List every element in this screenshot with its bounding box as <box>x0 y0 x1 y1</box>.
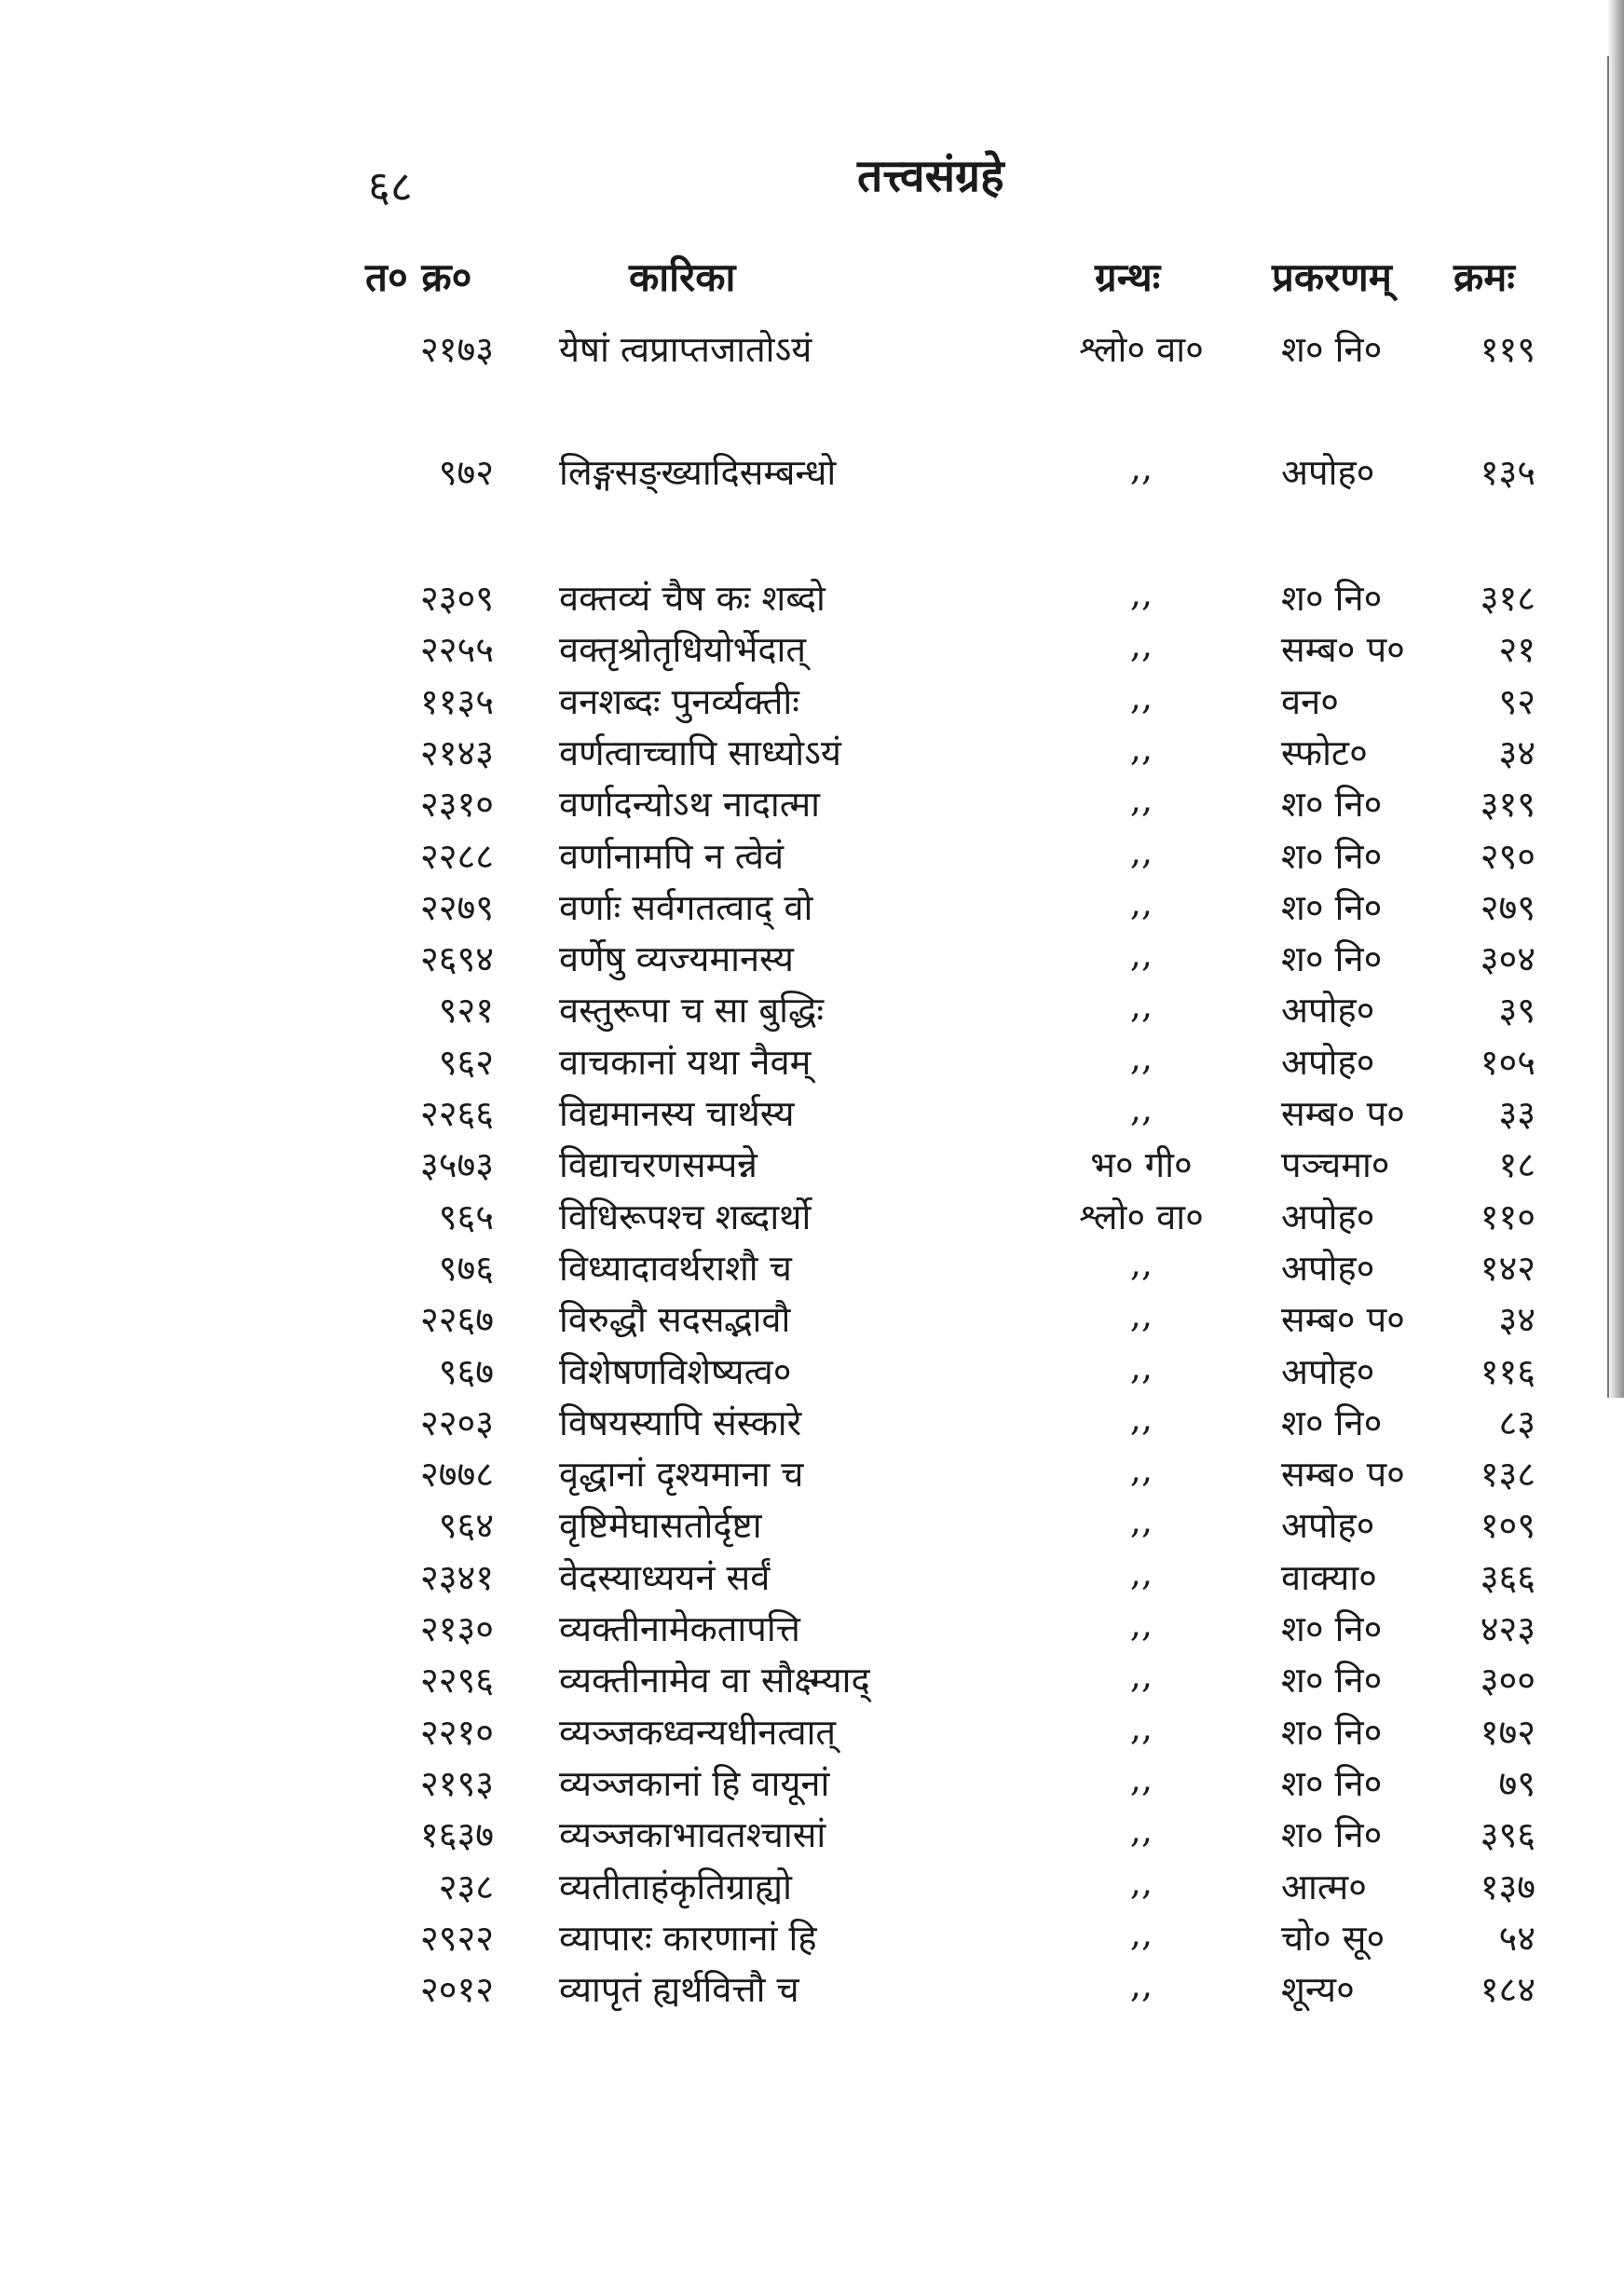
row-serial: २२८८ <box>419 835 494 877</box>
row-krama: १७२ <box>1480 1711 1535 1753</box>
header-serial: त० क्र० <box>365 254 472 300</box>
table-row <box>0 1347 1624 1401</box>
row-prakarana: वन० <box>1281 680 1339 722</box>
row-krama: ३९ <box>1498 990 1535 1032</box>
row-serial: २९२२ <box>419 1917 494 1959</box>
row-karika: विध्यादावर्थराशौ च <box>559 1247 792 1289</box>
row-grantha: ,, <box>1129 779 1153 821</box>
row-grantha: ,, <box>1129 1861 1153 1903</box>
row-serial: २१९३ <box>419 1762 494 1804</box>
row-prakarana: श० नि० <box>1281 1711 1383 1753</box>
row-prakarana: श० नि० <box>1281 784 1383 826</box>
row-krama: १०९ <box>1480 1505 1535 1547</box>
row-grantha: ,, <box>1129 1655 1153 1697</box>
row-karika: वृद्धानां दृश्यमाना च <box>559 1454 804 1496</box>
table-row <box>0 1862 1624 1916</box>
row-prakarana: श० नि० <box>1281 329 1383 370</box>
row-prakarana: श० नि० <box>1281 1762 1383 1804</box>
row-grantha: ,, <box>1129 1449 1153 1491</box>
row-krama: २९० <box>1480 835 1535 877</box>
row-grantha: ,, <box>1129 1604 1153 1645</box>
row-karika: व्यञ्जकानां हि वायूनां <box>559 1762 830 1804</box>
row-karika: विशेषणविशेष्यत्व० <box>559 1350 792 1392</box>
row-krama: ३९६ <box>1480 1814 1535 1856</box>
row-serial: २३८ <box>438 1866 494 1907</box>
table-row <box>0 1552 1624 1606</box>
row-prakarana: शून्य० <box>1281 1969 1355 2011</box>
table-row <box>0 831 1624 885</box>
row-karika: विषयस्यापि संस्कारे <box>559 1401 802 1443</box>
row-karika: व्यतीताहंकृतिग्राह्यो <box>559 1866 792 1907</box>
row-prakarana: अपोह० <box>1281 1196 1375 1237</box>
row-serial: ९७६ <box>438 1247 494 1289</box>
row-prakarana: श० नि० <box>1281 1814 1383 1856</box>
row-prakarana: श० नि० <box>1281 886 1383 928</box>
row-krama: ३३ <box>1498 1093 1535 1134</box>
row-prakarana: चो० सू० <box>1281 1917 1385 1959</box>
row-serial: ९६५ <box>438 1196 494 1237</box>
row-prakarana: श० नि० <box>1281 835 1383 877</box>
row-grantha: ,, <box>1129 1500 1153 1542</box>
row-grantha: ,, <box>1129 1912 1153 1954</box>
row-grantha: ,, <box>1129 1810 1153 1852</box>
row-krama: ११९ <box>1480 329 1535 370</box>
table-row <box>0 1655 1624 1709</box>
row-krama: ३४ <box>1498 1299 1535 1341</box>
page-number: ६८ <box>368 161 413 212</box>
table-row <box>0 882 1624 936</box>
row-prakarana: अपोह० <box>1281 990 1375 1032</box>
row-grantha: ,, <box>1129 1552 1153 1593</box>
table-row <box>0 1140 1624 1194</box>
row-serial: २२६७ <box>419 1299 494 1341</box>
row-grantha: ,, <box>1129 1706 1153 1748</box>
row-karika: विरुद्धौ सदसद्भावौ <box>559 1299 791 1341</box>
row-krama: १३७ <box>1480 1866 1535 1907</box>
row-krama: १८ <box>1498 1144 1535 1186</box>
row-grantha: ,, <box>1129 676 1153 718</box>
table-row <box>0 624 1624 678</box>
row-serial: २२१० <box>419 1711 494 1753</box>
row-grantha: भ० गी० <box>1090 1144 1193 1186</box>
table-row <box>0 677 1624 731</box>
row-karika: व्यक्तीनामेव वा सौक्ष्म्याद् <box>559 1660 870 1702</box>
row-prakarana: अपोह० <box>1281 452 1375 493</box>
row-karika: वर्णाः सर्वगतत्वाद् वो <box>559 886 813 928</box>
row-karika: वक्तृश्रोतृधियोर्भेदात् <box>559 629 807 671</box>
row-grantha: ,, <box>1129 1088 1153 1129</box>
row-grantha: ,, <box>1129 1397 1153 1439</box>
row-karika: व्यक्तीनामेकतापत्ति <box>559 1608 800 1649</box>
table-row <box>0 779 1624 833</box>
table-row <box>0 1500 1624 1554</box>
row-prakarana: श० नि० <box>1281 578 1383 619</box>
row-serial: ९७२ <box>438 452 494 493</box>
row-karika: वर्णादन्योऽथ नादात्मा <box>559 784 821 826</box>
table-row <box>0 1810 1624 1864</box>
row-serial: ९६७ <box>438 1350 494 1392</box>
row-prakarana: आत्म० <box>1281 1866 1367 1907</box>
table-row <box>0 1294 1624 1348</box>
row-karika: व्यञ्जकध्वन्यधीनत्वात् <box>559 1711 837 1753</box>
row-krama: १३८ <box>1480 1454 1535 1496</box>
row-prakarana: अपोह० <box>1281 1041 1375 1083</box>
table-row <box>0 1398 1624 1452</box>
table-row <box>0 934 1624 988</box>
row-grantha: ,, <box>1129 1964 1153 2006</box>
row-krama: ३६६ <box>1480 1556 1535 1598</box>
row-serial: २०१२ <box>419 1969 494 2011</box>
row-karika: वेदस्याध्ययनं सर्वं <box>559 1556 771 1598</box>
row-krama: १८४ <box>1480 1969 1535 2011</box>
row-karika: वर्णत्वाच्चापि साध्योऽयं <box>559 731 841 773</box>
row-serial: २६९४ <box>419 938 494 980</box>
row-grantha: ,, <box>1129 1346 1153 1388</box>
row-grantha: ,, <box>1129 985 1153 1027</box>
row-krama: ३४ <box>1498 731 1535 773</box>
table-row <box>0 447 1624 501</box>
row-grantha: श्लो० वा० <box>1079 1196 1204 1237</box>
row-grantha: ,, <box>1129 882 1153 923</box>
row-krama: २७९ <box>1480 886 1535 928</box>
header-krama: क्रमः <box>1453 254 1515 300</box>
row-krama: ९२ <box>1498 680 1535 722</box>
row-krama: १०५ <box>1480 1041 1535 1083</box>
row-serial: २३०९ <box>419 578 494 619</box>
row-serial: १६३७ <box>419 1814 494 1856</box>
row-serial: ९२१ <box>438 990 494 1032</box>
row-grantha: ,, <box>1129 1757 1153 1799</box>
row-krama: ८३ <box>1498 1401 1535 1443</box>
row-karika: वस्तुरूपा च सा बुद्धिः <box>559 990 824 1032</box>
row-krama: १४२ <box>1480 1247 1535 1289</box>
row-grantha: ,, <box>1129 1036 1153 1078</box>
row-serial: २७७८ <box>419 1454 494 1496</box>
row-grantha: ,, <box>1129 1242 1153 1284</box>
row-karika: वर्णेषु व्यज्यमानस्य <box>559 938 794 980</box>
table-row <box>0 1037 1624 1091</box>
header-prakarana: प्रकरणम् <box>1272 254 1392 300</box>
row-karika: विद्यमानस्य चार्थस्य <box>559 1093 795 1134</box>
row-grantha: ,, <box>1129 830 1153 872</box>
table-row <box>0 728 1624 782</box>
row-serial: २३४१ <box>419 1556 494 1598</box>
row-serial: २३१० <box>419 784 494 826</box>
table-row <box>0 324 1624 378</box>
row-prakarana: सम्ब० प० <box>1281 629 1405 671</box>
header-karika: कारिका <box>629 254 736 300</box>
row-serial: ९६४ <box>438 1505 494 1547</box>
row-krama: ३१८ <box>1480 578 1535 619</box>
row-grantha: ,, <box>1129 727 1153 769</box>
row-krama: ३०४ <box>1480 938 1535 980</box>
table-row <box>0 1604 1624 1658</box>
row-krama: २१ <box>1498 629 1535 671</box>
table-row <box>0 573 1624 627</box>
row-grantha: ,, <box>1129 934 1153 976</box>
row-serial: २२५५ <box>419 629 494 671</box>
row-prakarana: स्फोट० <box>1281 731 1368 773</box>
row-prakarana: अपोह० <box>1281 1350 1375 1392</box>
table-row <box>0 1707 1624 1761</box>
row-prakarana: अपोह० <box>1281 1247 1375 1289</box>
row-serial: ३५७३ <box>419 1144 494 1186</box>
row-grantha: ,, <box>1129 1294 1153 1336</box>
row-grantha: ,, <box>1129 624 1153 666</box>
row-prakarana: श० नि० <box>1281 1608 1383 1649</box>
table-row <box>0 1913 1624 1967</box>
row-serial: २१३० <box>419 1608 494 1649</box>
row-prakarana: वाक्या० <box>1281 1556 1377 1598</box>
row-prakarana: श० नि० <box>1281 1660 1383 1702</box>
row-prakarana: सम्ब० प० <box>1281 1093 1405 1134</box>
row-serial: २१७३ <box>419 329 494 370</box>
table-row <box>0 1449 1624 1503</box>
row-serial: २२०३ <box>419 1401 494 1443</box>
row-serial: २२७९ <box>419 886 494 928</box>
row-serial: ११३५ <box>419 680 494 722</box>
table-row <box>0 1088 1624 1142</box>
row-prakarana: सम्ब० प० <box>1281 1454 1405 1496</box>
row-serial: २१४३ <box>419 731 494 773</box>
running-head: तत्त्वसंग्रहे <box>857 150 1004 202</box>
row-prakarana: श० नि० <box>1281 1401 1383 1443</box>
table-row <box>0 1192 1624 1246</box>
row-karika: लिङ्गसङ्ख्यादिसम्बन्धो <box>559 452 837 493</box>
row-krama: ११० <box>1480 1196 1535 1237</box>
row-karika: वृष्टिमेघासतोर्दृष्टा <box>559 1505 762 1547</box>
row-karika: येषां त्वप्राप्तजातोऽयं <box>559 329 812 370</box>
row-karika: वर्णानामपि न त्वेवं <box>559 835 785 877</box>
row-krama: ११६ <box>1480 1350 1535 1392</box>
header-grantha: ग्रन्थः <box>1095 254 1161 300</box>
row-grantha: ,, <box>1129 573 1153 614</box>
row-prakarana: अपोह० <box>1281 1505 1375 1547</box>
row-krama: ४२३ <box>1480 1608 1535 1649</box>
row-karika: व्यञ्जकाभावतश्चासां <box>559 1814 826 1856</box>
table-row <box>0 1758 1624 1812</box>
table-row <box>0 1243 1624 1297</box>
row-krama: ३०० <box>1480 1660 1535 1702</box>
row-grantha: ,, <box>1129 447 1153 488</box>
row-prakarana: पञ्चमा० <box>1281 1144 1390 1186</box>
row-prakarana: श० नि० <box>1281 938 1383 980</box>
row-serial: ९६२ <box>438 1041 494 1083</box>
row-karika: वनशब्दः पुनर्व्यक्तीः <box>559 680 799 722</box>
row-prakarana: सम्ब० प० <box>1281 1299 1405 1341</box>
row-serial: २२६६ <box>419 1093 494 1134</box>
row-krama: १३५ <box>1480 452 1535 493</box>
row-karika: विधिरूपश्च शब्दार्थो <box>559 1196 812 1237</box>
row-karika: विद्याचरणसम्पन्ने <box>559 1144 757 1186</box>
row-serial: २२९६ <box>419 1660 494 1702</box>
row-krama: ५४ <box>1498 1917 1535 1959</box>
row-krama: ७९ <box>1498 1762 1535 1804</box>
row-karika: व्यापृतं ह्यर्थवित्तौ च <box>559 1969 799 2011</box>
table-row <box>0 1964 1624 2018</box>
row-karika: वाचकानां यथा नैवम् <box>559 1041 812 1083</box>
table-row <box>0 985 1624 1039</box>
row-karika: वक्तव्यं चैष कः शब्दो <box>559 578 826 619</box>
row-karika: व्यापारः कारणानां हि <box>559 1917 817 1959</box>
row-grantha: श्लो० वा० <box>1079 329 1204 370</box>
row-krama: ३१९ <box>1480 784 1535 826</box>
